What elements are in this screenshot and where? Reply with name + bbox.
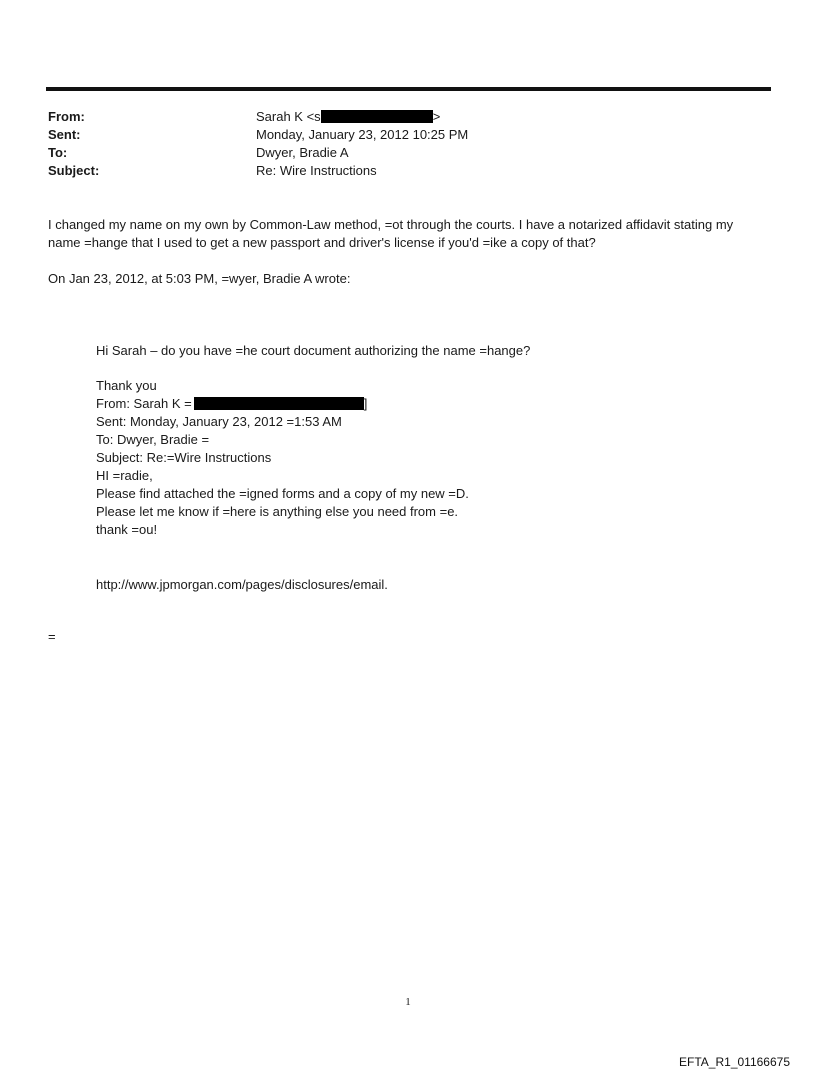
to-label: To: [48,145,68,160]
quoted-thanks: Thank you [96,378,157,393]
sent-label: Sent: [48,127,81,142]
disclosure-link-block [96,576,736,594]
reply-intro [48,270,773,288]
quoted-original-body [96,467,736,539]
quoted-greeting: HI =radie, [96,468,153,483]
to-value: Dwyer, Bradie A [256,145,349,160]
quoted-from-end: ] [363,396,368,411]
email-header [48,108,756,180]
from-value-prefix: Sarah K <s [256,109,321,124]
quoted-sent-line: Sent: Monday, January 23, 2012 =1:53 AM [96,414,342,429]
subject-label: Subject: [48,163,100,178]
body-line: name =hange that I used to get a new passport and driver's license if you'd =ike a copy of that? [48,235,596,250]
quoted-body-line: Please let me know if =here is anything else you need from =e. [96,504,459,519]
message-body [48,216,773,252]
page-number: 1 [405,996,411,1008]
reply-intro-line: On Jan 23, 2012, at 5:03 PM, =wyer, Bradie A wrote: [48,271,351,286]
trailing-marker [48,628,773,646]
body-line: I changed my name on my own by Common-Law method, =ot through the courts. I have a notarized affidavit stating my [48,217,734,232]
quoted-forward-header [96,377,736,467]
redaction-block [321,110,433,123]
sent-value: Monday, January 23, 2012 10:25 PM [256,127,469,142]
quoted-to-line: To: Dwyer, Bradie = [96,432,210,447]
trailing-equals: = [48,629,56,644]
quoted-body-line: thank =ou! [96,522,158,537]
from-value-suffix: > [432,109,441,124]
header-rule [46,87,771,91]
redaction-block [194,397,364,410]
quoted-message [96,342,736,360]
from-value [256,108,756,126]
subject-value: Re: Wire Instructions [256,163,377,178]
quoted-subject-line: Subject: Re:=Wire Instructions [96,450,272,465]
quoted-body-line: Please find attached the =igned forms and a copy of my new =D. [96,486,469,501]
quoted-from-line [96,395,736,413]
from-label: From: [48,109,85,124]
document-id: EFTA_R1_01166675 [679,1055,790,1069]
quoted-from-text: From: Sarah K = [96,396,192,411]
quoted-question: Hi Sarah – do you have =he court document authorizing the name =hange? [96,343,531,358]
disclosure-url: http://www.jpmorgan.com/pages/disclosures/email. [96,577,388,592]
